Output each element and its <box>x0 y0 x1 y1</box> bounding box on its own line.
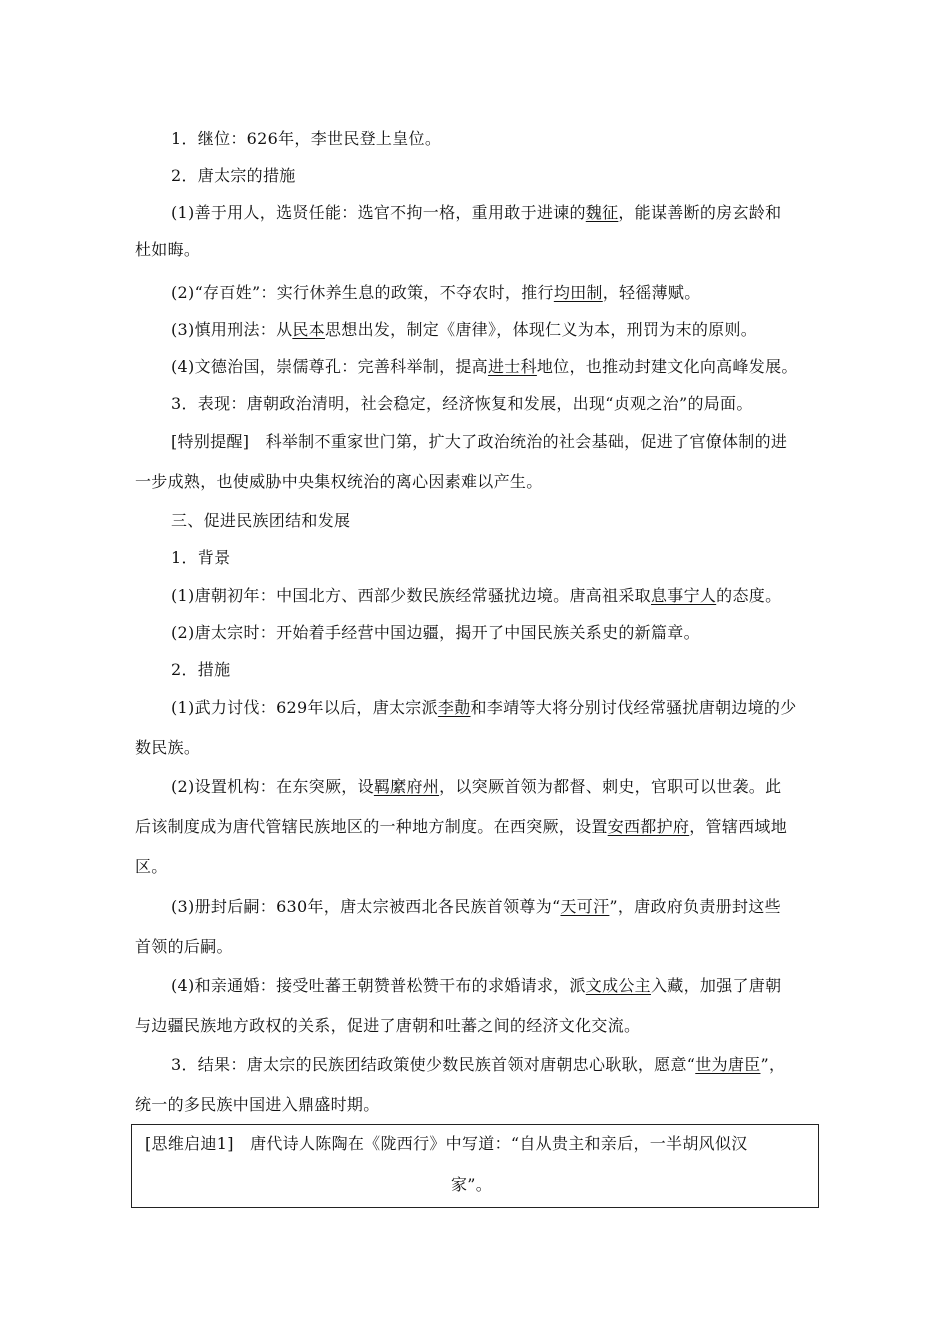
answer-underline: 天可汗 <box>560 897 610 916</box>
measure-marriage <box>171 976 781 996</box>
special-reminder: [特别提醒] 科举制不重家世门第，扩大了政治统治的社会基础，促进了官僚体制的进 <box>171 432 788 451</box>
answer-underline: 羁縻府州 <box>373 777 440 796</box>
text: (1)武力讨伐：629年以后，唐太宗派 <box>171 698 438 717</box>
measure-institutions-cont <box>135 817 787 837</box>
text: (4)文德治国，崇儒尊孔：完善科举制，提高 <box>171 357 488 376</box>
background-2: (2)唐太宗时：开始着手经营中国边疆，揭开了中国民族关系史的新篇章。 <box>171 623 700 642</box>
text: ”，唐政府负责册封这些 <box>609 897 781 916</box>
background-1 <box>171 586 781 606</box>
answer-underline: 民本 <box>292 320 325 339</box>
answer-underline: 李勣 <box>437 698 471 717</box>
background-heading: 1．背景 <box>171 548 231 567</box>
measure-marriage-cont: 与边疆民族地方政权的关系，促进了唐朝和吐蕃之间的经济文化交流。 <box>135 1016 641 1035</box>
item-3-result: 3．表现：唐朝政治清明，社会稳定，经济恢复和发展，出现“贞观之治”的局面。 <box>171 394 753 413</box>
item-2-measures-heading: 2．唐太宗的措施 <box>171 166 296 185</box>
answer-underline: 世为唐臣 <box>695 1055 761 1074</box>
measure-4 <box>171 357 798 377</box>
text: (2)设置机构：在东突厥，设 <box>171 777 374 796</box>
measure-military <box>171 698 797 718</box>
text: 3．结果：唐太宗的民族团结政策使少数民族首领对唐朝忠心耿耿，愿意“ <box>171 1055 696 1074</box>
answer-underline: 进士科 <box>487 357 537 376</box>
measure-1-cont: 杜如晦。 <box>135 240 201 259</box>
text: 地位，也推动封建文化向高峰发展。 <box>536 357 798 376</box>
text: ，能谋善断的房玄龄和 <box>618 203 782 222</box>
text: (1)善于用人，选贤任能：选官不拘一格，重用敢于进谏的 <box>171 203 586 222</box>
text: ，管辖西域地 <box>689 817 788 836</box>
measure-3 <box>171 320 757 340</box>
text: (3)册封后嗣：630年，唐太宗被西北各民族首领尊为“ <box>171 897 561 916</box>
text: ，轻徭薄赋。 <box>602 283 701 302</box>
section-3-heading: 三、促进民族团结和发展 <box>171 511 351 530</box>
text: 和李靖等大将分别讨伐经常骚扰唐朝边境的少 <box>470 698 797 717</box>
measure-investiture-cont: 首领的后嗣。 <box>135 937 233 956</box>
text: ，以突厥首领为都督、刺史，官职可以世袭。此 <box>439 777 782 796</box>
measure-2 <box>171 283 701 303</box>
measure-1 <box>171 203 781 223</box>
special-reminder-cont: 一步成熟，也使威胁中央集权统治的离心因素难以产生。 <box>135 472 543 491</box>
text: (1)唐朝初年：中国北方、西部少数民族经常骚扰边境。唐高祖采取 <box>171 586 651 605</box>
answer-underline: 均田制 <box>553 283 603 302</box>
answer-underline: 安西都护府 <box>607 817 690 836</box>
text: 思想出发，制定《唐律》，体现仁义为本，刑罚为末的原则。 <box>324 320 758 339</box>
text: 入藏，加强了唐朝 <box>650 976 782 995</box>
text: 后该制度成为唐代管辖民族地区的一种地方制度。在西突厥，设置 <box>135 817 608 836</box>
result-cont: 统一的多民族中国进入鼎盛时期。 <box>135 1095 380 1114</box>
text: (3)慎用刑法：从 <box>171 320 293 339</box>
measures-heading: 2．措施 <box>171 660 231 679</box>
item-1-succession: 1．继位：626年，李世民登上皇位。 <box>171 129 442 148</box>
result <box>171 1055 785 1075</box>
text: (2)“存百姓”：实行休养生息的政策，不夺农时，推行 <box>171 283 554 302</box>
text: ”， <box>760 1055 786 1074</box>
thinking-box-line-2: 家”。 <box>451 1175 493 1194</box>
answer-underline: 魏征 <box>585 203 619 222</box>
answer-underline: 息事宁人 <box>650 586 717 605</box>
text: (4)和亲通婚：接受吐蕃王朝赞普松赞干布的求婚请求，派 <box>171 976 586 995</box>
measure-institutions-cont2: 区。 <box>135 857 168 876</box>
measure-investiture <box>171 897 781 917</box>
thinking-box-line-1: [思维启迪1] 唐代诗人陈陶在《陇西行》中写道：“自从贵主和亲后，一半胡风似汉 <box>145 1134 748 1153</box>
measure-military-cont: 数民族。 <box>135 738 201 757</box>
text: 的态度。 <box>716 586 782 605</box>
answer-underline: 文成公主 <box>585 976 651 995</box>
measure-institutions <box>171 777 781 797</box>
